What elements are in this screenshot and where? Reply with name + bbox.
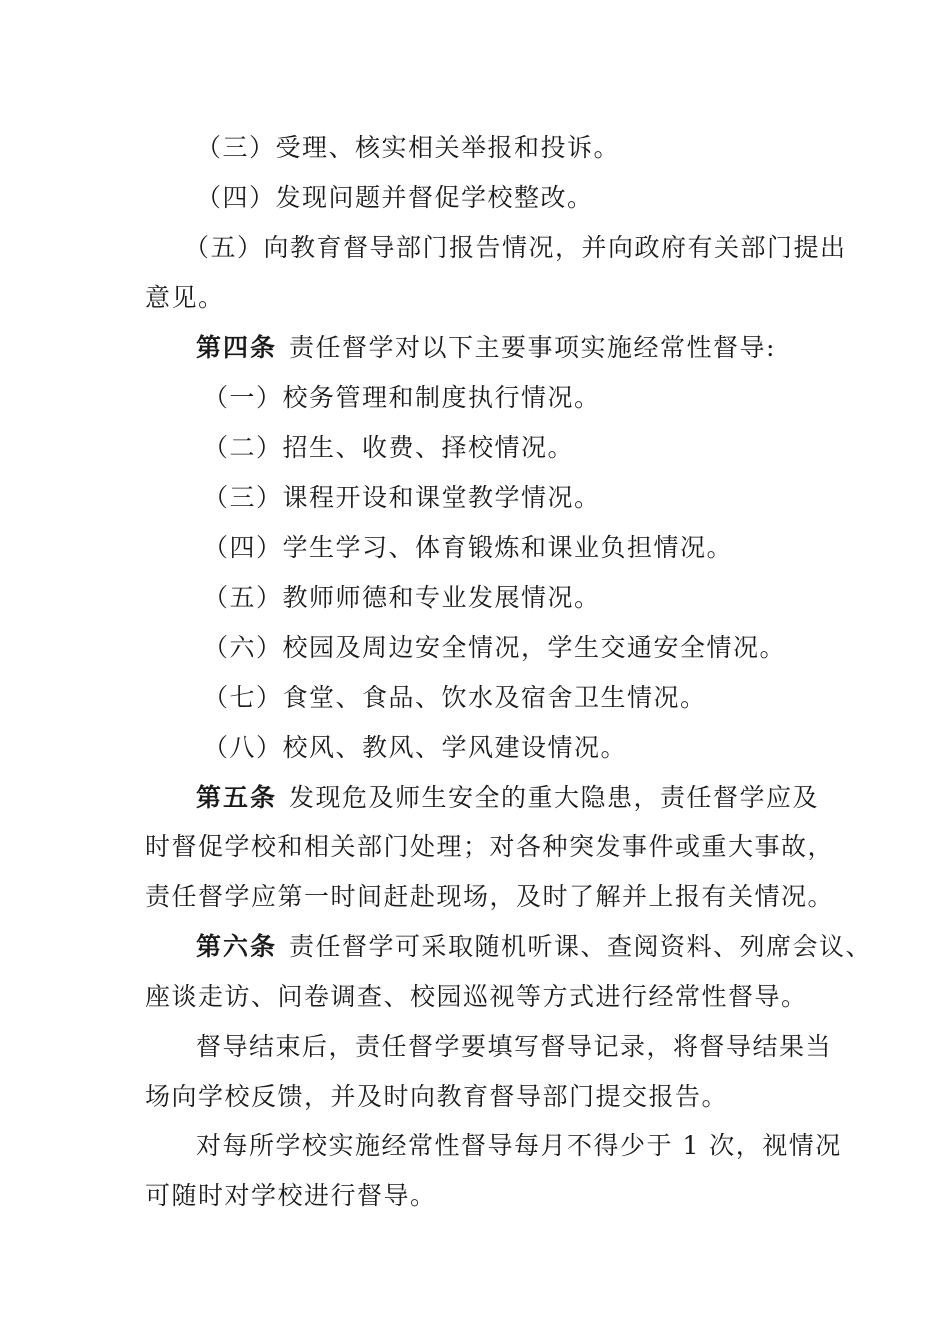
article-4-item-3: （三）课程开设和课堂教学情况。	[203, 483, 601, 512]
article-6-line1	[196, 931, 872, 963]
duty-item-3: （三）受理、核实相关举报和投诉。	[196, 133, 621, 162]
article-4-item-8: （八）校风、教风、学风建设情况。	[203, 733, 628, 762]
article-5-title: 第五条	[196, 783, 278, 812]
article-4-title: 第四条	[196, 333, 278, 362]
article-6-para2-line1: 督导结束后，责任督学要填写督导记录，将督导结果当	[196, 1032, 833, 1061]
article-4-heading	[196, 332, 776, 364]
article-4-item-2: （二）招生、收费、择校情况。	[203, 433, 575, 462]
article-4-item-6: （六）校园及周边安全情况，学生交通安全情况。	[203, 633, 787, 662]
article-6-para3-line2: 可随时对学校进行督导。	[145, 1181, 437, 1210]
article-5-text: 发现危及师生安全的重大隐患，责任督学应及	[289, 783, 820, 812]
article-6-para3-line1: 对每所学校实施经常性督导每月不得少于 1 次，视情况	[196, 1131, 842, 1160]
duty-item-4: （四）发现问题并督促学校整改。	[196, 183, 594, 212]
article-6-text: 责任督学可采取随机听课、查阅资料、列席会议、	[289, 932, 873, 961]
article-4-text: 责任督学对以下主要事项实施经常性督导:	[289, 333, 776, 362]
article-4-item-5: （五）教师师德和专业发展情况。	[203, 583, 601, 612]
article-5-line1	[196, 782, 819, 814]
article-4-item-4: （四）学生学习、体育锻炼和课业负担情况。	[203, 533, 734, 562]
article-5-line3: 责任督学应第一时间赶赴现场，及时了解并上报有关情况。	[145, 882, 835, 911]
article-5-line2: 时督促学校和相关部门处理；对各种突发事件或重大事故，	[145, 832, 835, 861]
article-6-line2: 座谈走访、问卷调查、校园巡视等方式进行经常性督导。	[145, 982, 808, 1011]
duty-item-5-line1: （五）向教育督导部门报告情况，并向政府有关部门提出	[184, 233, 847, 262]
article-4-item-7: （七）食堂、食品、饮水及宿舍卫生情况。	[203, 683, 707, 712]
duty-item-5-line2: 意见。	[145, 283, 225, 312]
article-6-title: 第六条	[196, 932, 278, 961]
article-6-para2-line2: 场向学校反馈，并及时向教育督导部门提交报告。	[145, 1082, 729, 1111]
article-4-item-1: （一）校务管理和制度执行情况。	[203, 383, 601, 412]
